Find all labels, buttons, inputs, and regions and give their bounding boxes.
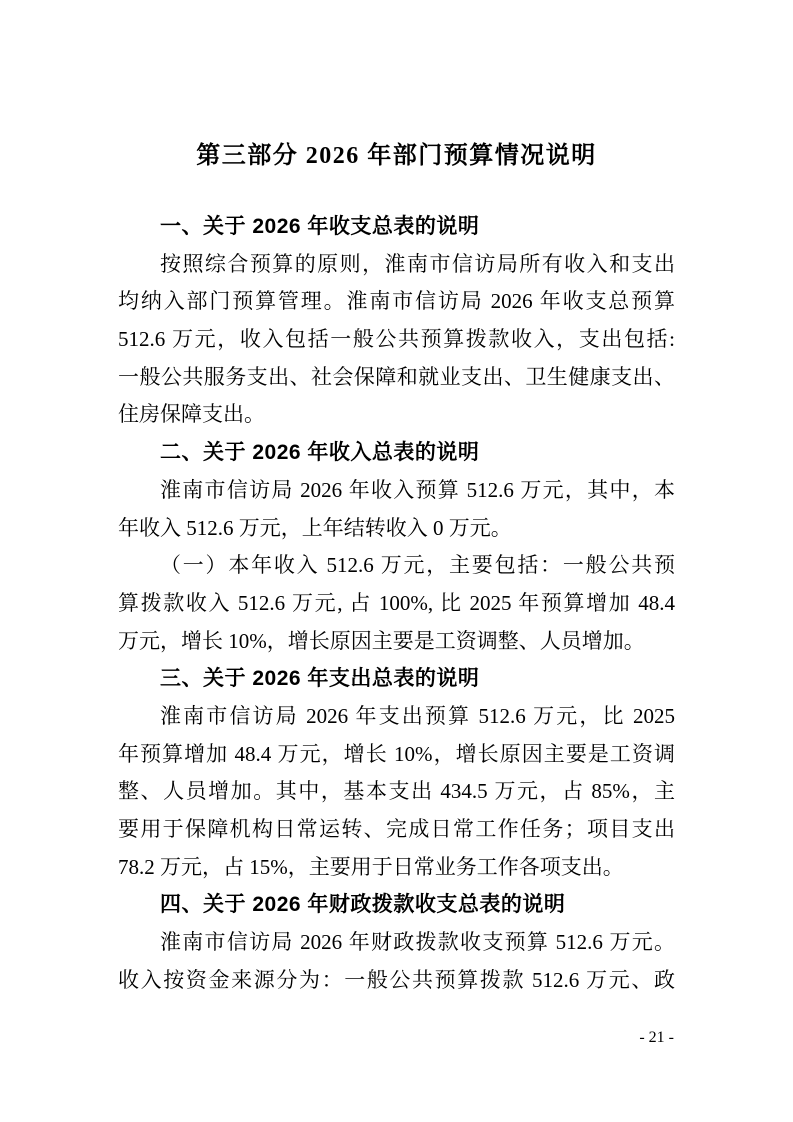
- paragraph-line: 一般公共服务支出、社会保障和就业支出、卫生健康支出、: [118, 364, 675, 389]
- paragraph-line: 整、人员增加。其中，基本支出 434.5 万元，占 85%，主: [118, 779, 675, 804]
- paragraph-line: 住房保障支出。: [118, 402, 265, 427]
- paragraph-line: 算拨款收入 512.6 万元, 占 100%, 比 2025 年预算增加 48.4: [118, 590, 675, 615]
- document-body: [0, 208, 793, 999]
- page-number: - 21 -: [639, 1029, 674, 1046]
- paragraph-line: （一）本年收入 512.6 万元，主要包括：一般公共预: [160, 553, 675, 578]
- section-heading: 二、关于 2026 年收入总表的说明: [160, 441, 480, 465]
- section-heading: 一、关于 2026 年收支总表的说明: [160, 215, 480, 238]
- paragraph-line: 万元，增长 10%，增长原因主要是工资调整、人员增加。: [118, 628, 645, 653]
- paragraph-line: 淮南市信访局 2026 年财政拨款收支预算 512.6 万元。: [160, 930, 675, 955]
- section-heading: 四、关于 2026 年财政拨款收支总表的说明: [160, 893, 566, 917]
- paragraph-line: 512.6 万元，收入包括一般公共预算拨款收入，支出包括:: [118, 327, 675, 352]
- paragraph-line: 淮南市信访局 2026 年支出预算 512.6 万元，比 2025: [160, 703, 675, 728]
- paragraph-line: 78.2 万元，占 15%，主要用于日常业务工作各项支出。: [118, 854, 624, 879]
- paragraph-line: 淮南市信访局 2026 年收入预算 512.6 万元，其中，本: [160, 477, 675, 502]
- paragraph-line: 年收入 512.6 万元，上年结转收入 0 万元。: [118, 515, 512, 540]
- paragraph-line: 年预算增加 48.4 万元，增长 10%，增长原因主要是工资调: [118, 741, 675, 766]
- paragraph-line: 按照综合预算的原则，淮南市信访局所有收入和支出: [160, 251, 675, 276]
- paragraph-line: 均纳入部门预算管理。淮南市信访局 2026 年收支总预算: [118, 289, 675, 314]
- document-title: 第三部分 2026 年部门预算情况说明: [196, 143, 597, 169]
- section-heading: 三、关于 2026 年支出总表的说明: [160, 667, 480, 691]
- paragraph-line: 要用于保障机构日常运转、完成日常工作任务；项目支出: [118, 817, 675, 841]
- paragraph-line: 收入按资金来源分为：一般公共预算拨款 512.6 万元、政: [118, 967, 675, 992]
